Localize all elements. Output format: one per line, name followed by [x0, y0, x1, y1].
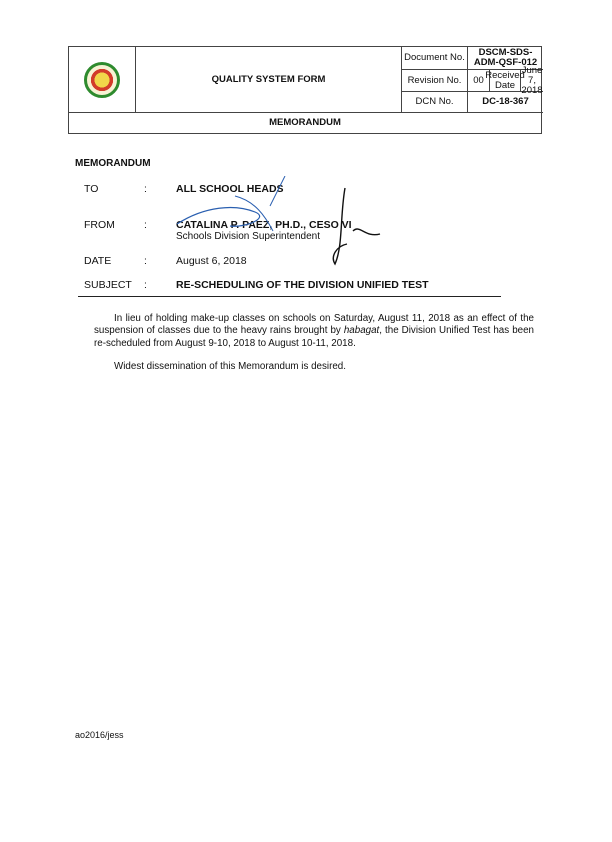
body-paragraph-1: [94, 313, 534, 350]
p1-emphasis: habagat: [343, 325, 380, 337]
to-label: TO: [84, 183, 99, 195]
memo-heading: MEMORANDUM: [75, 158, 151, 169]
footer-reference: ao2016/jess: [75, 730, 124, 740]
from-title: Schools Division Superintendent: [176, 231, 320, 242]
date-colon: :: [144, 255, 147, 267]
to-value: ALL SCHOOL HEADS: [176, 183, 284, 195]
subject-label: SUBJECT: [84, 279, 132, 291]
subject-colon: :: [144, 279, 147, 291]
logo-cell: [69, 47, 136, 113]
from-value: CATALINA P. PAEZ, PH.D., CESO VI: [176, 219, 352, 231]
seal-icon: [84, 62, 120, 98]
received-date-label: Received Date: [485, 69, 525, 91]
section-title: MEMORANDUM: [269, 117, 341, 128]
body-paragraph-2: Widest dissemination of this Memorandum is desired.: [114, 361, 346, 372]
form-title: QUALITY SYSTEM FORM: [136, 47, 402, 113]
revision-value: 00: [468, 70, 490, 92]
document-no-value: DSCM-SDS-ADM-QSF-012: [468, 47, 543, 70]
p1-part-a: In lieu of holding make-up classes on schools on Saturday, August 11, 2018 as an effect of the suspension of classes due to the heavy rains brought by: [94, 313, 534, 337]
quality-form-header: [68, 46, 542, 134]
document-no-label: Document No.: [402, 47, 468, 70]
dcn-label: DCN No.: [402, 92, 468, 113]
to-colon: :: [144, 183, 147, 195]
from-label: FROM: [84, 219, 115, 231]
revision-label: Revision No.: [402, 70, 468, 92]
subject-value: RE-SCHEDULING OF THE DIVISION UNIFIED TEST: [176, 279, 429, 291]
dcn-value: DC-18-367: [468, 92, 543, 113]
date-value: August 6, 2018: [176, 255, 247, 267]
p1-part-b: , the Division Unified Test has been re-scheduled from August 9-10, 2018 to August 10-11, 2018.: [94, 325, 534, 349]
from-colon: :: [144, 219, 147, 231]
signature-icon: [175, 176, 390, 271]
subject-divider: [78, 296, 501, 297]
received-date-value: June 7, 2018: [521, 64, 543, 96]
date-label: DATE: [84, 255, 112, 267]
